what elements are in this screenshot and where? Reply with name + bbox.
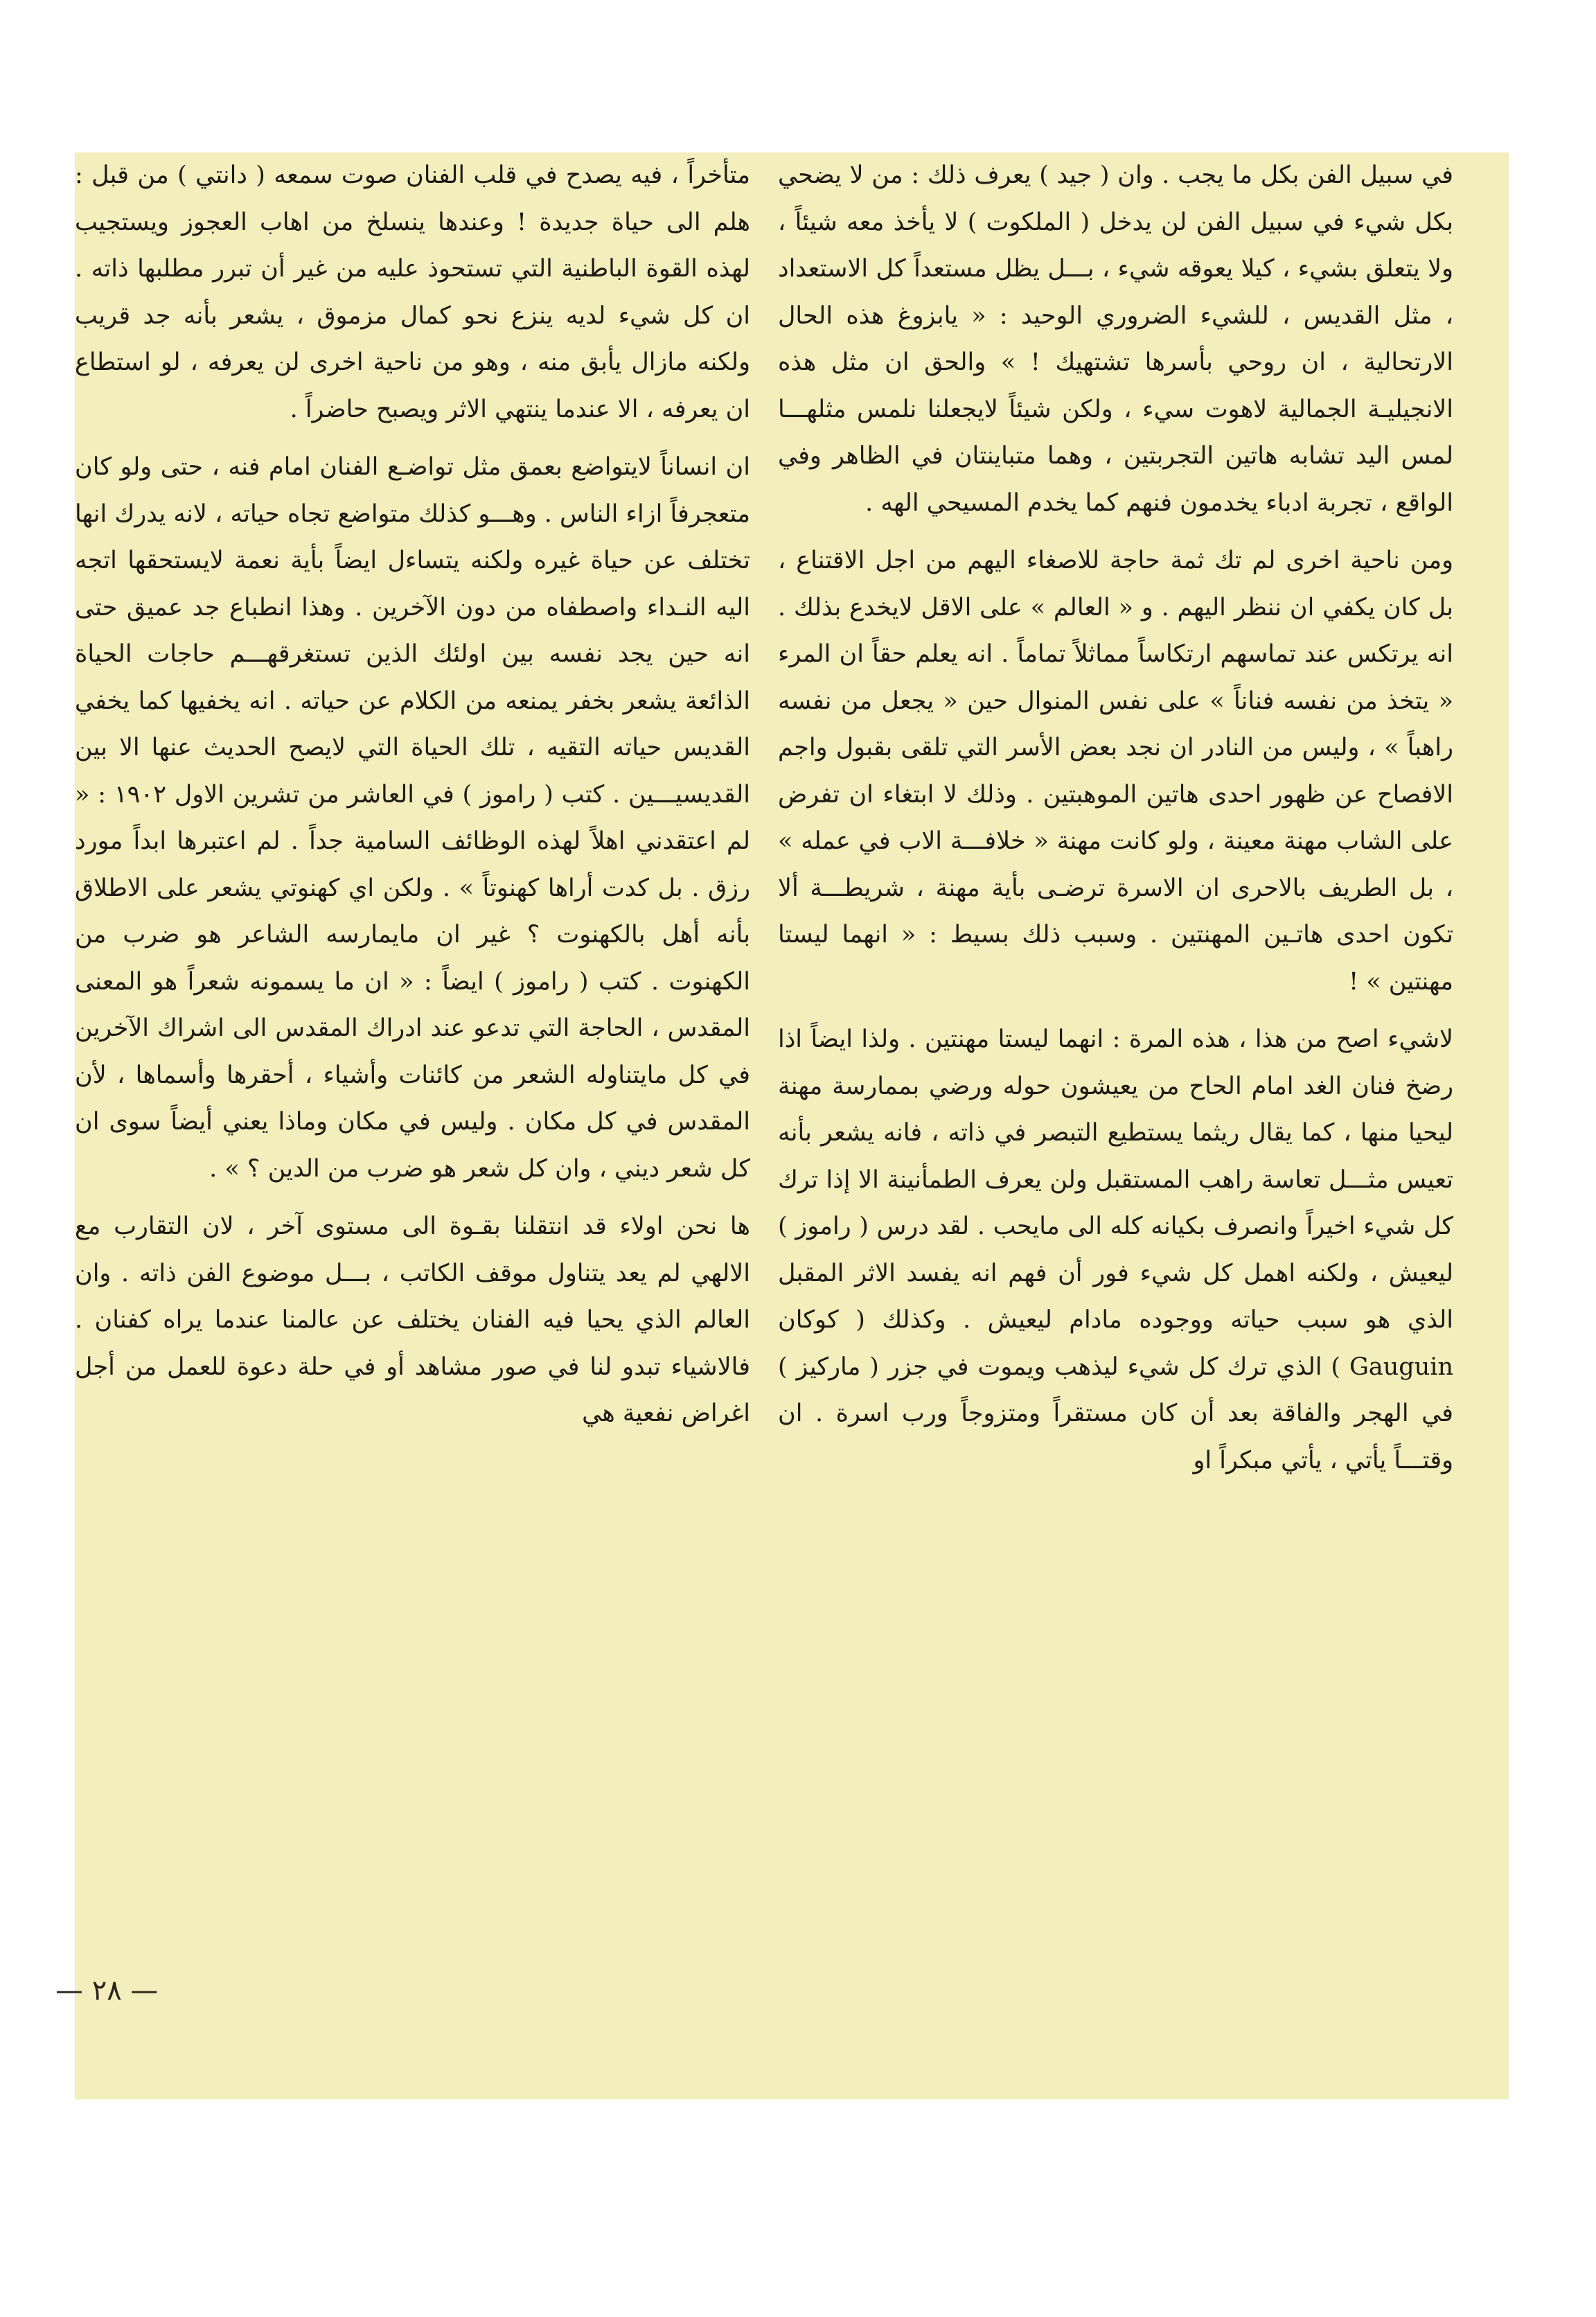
right-text-column <box>778 152 1453 1484</box>
paragraph: متأخراً ، فيه يصدح في قلب الفنان صوت سمعه ( دانتي ) من قبل : هلم الى حياة جديدة ! وعندها ينسلخ من اهاب العجوز ويستجيب لهذه القوة الباطنية التي تستحوذ عليه من غير أن تبرر مطلبها ذاته . ان كل شيء لديه ينزع نحو كمال مزموق ، يشعر بأنه جد قريب ولكنه مازال يأبق منه ، وهو من ناحية اخرى لن يعرفه ، لو استطاع ان يعرفه ، الا عندما ينتهي الاثر ويصبح حاضراً . <box>75 161 750 423</box>
paragraph: لاشيء اصح من هذا ، هذه المرة : انهما ليستا مهنتين . ولذا ايضاً اذا رضخ فنان الغد امام الحاح من يعيشون حوله ورضي بممارسة مهنة ليحيا منها ، كما يقال ريثما يستطيع التبصر في ذاته ، فانه يشعر بأنه تعيس مثـــل تعاسة راهب المستقبل ولن يعرف الطمأنينة الا إذا ترك كل شيء اخيراً وانصرف بكيانه كله الى مايحب . لقد درس ( راموز ) ليعيش ، ولكنه اهمل كل شيء فور أن فهم انه يفسد الاثر المقبل الذي هو سبب حياته ووجوده مادام ليعيش . وكذلك ( كوكان Gauguin ) الذي ترك كل شيء ليذهب ويموت في جزر ( ماركيز ) في الهجر والفاقة بعد أن كان مستقراً ومتزوجاً ورب اسرة . ان وقتـــاً يأتي ، يأتي مبكراً او <box>778 1025 1453 1474</box>
paragraph: ان انساناً لايتواضع بعمق مثل تواضـع الفنان امام فنه ، حتى ولو كان متعجرفاً ازاء الناس . وهـــو كذلك متواضع تجاه حياته ، لانه يدرك انها تختلف عن حياة غيره ولكنه يتساءل ايضاً بأية نعمة لايستحقها اتجه اليه النـداء واصطفاه من دون الآخرين . وهذا انطباع جد عميق حتى انه حين يجد نفسه بين اولئك الذين تستغرقهـــم حاجات الحياة الذائعة يشعر بخفر يمنعه من الكلام عن حياته . انه يخفيها كما يخفي القديس حياته التقيه ، تلك الحياة التي لايصح الحديث عنها الا بين القديسيـــين . كتب ( راموز ) في العاشر من تشرين الاول ١٩٠٢ : « لم اعتقدني اهلاً لهذه الوظائف السامية جداً . لم اعتبرها ابداً مورد رزق . بل كدت أراها كهنوتاً » . ولكن اي كهنوتي يشعر على الاطلاق بأنه أهل بالكهنوت ؟ غير ان مايمارسه الشاعر هو ضرب من الكهنوت . كتب ( راموز ) ايضاً : « ان ما يسمونه شعراً هو المعنى المقدس ، الحاجة التي تدعو عند ادراك المقدس الى اشراك الآخرين في كل مايتناوله الشعر من كائنات وأشياء ، أحقرها وأسماها ، لأن المقدس في كل مكان . وليس في مكان وماذا يعني أيضاً سوى ان كل شعر ديني ، وان كل شعر هو ضرب من الدين ؟ » . <box>75 453 750 1183</box>
paragraph: ها نحن اولاء قد انتقلنا بقـوة الى مستوى آخر ، لان التقارب مع الالهي لم يعد يتناول موقف الكاتب ، بـــل موضوع الفن ذاته . وان العالم الذي يحيا فيه الفنان يختلف عن عالمنا عندما يراه كفنان . فالاشياء تبدو لنا في صور مشاهد أو في حلة دعوة للعمل من أجل اغراض نفعية هي <box>75 1213 750 1427</box>
left-text-column <box>75 152 750 1438</box>
paragraph: ومن ناحية اخرى لم تك ثمة حاجة للاصغاء اليهم من اجل الاقتناع ، بل كان يكفي ان ننظر اليهم . و « العالم » على الاقل لايخدع بذلك . انه يرتكس عند تماسهم ارتكاساً مماثلاً تماماً . انه يعلم حقاً ان المرء « يتخذ من نفسه فناناً » على نفس المنوال حين « يجعل من نفسه راهباً » ، وليس من النادر ان نجد بعض الأسر التي تلقى بقبول واجم الافصاح عن ظهور احدى هاتين الموهبتين . وذلك لا ابتغاء ان تفرض على الشاب مهنة معينة ، ولو كانت مهنة « خلافـــة الاب في عمله » ، بل الطريف بالاحرى ان الاسرة ترضـى بأية مهنة ، شريطـــة ألا تكون احدى هاتـين المهنتين . وسبب ذلك بسيط : « انهما ليستا مهنتين » ! <box>778 547 1453 996</box>
magazine-page <box>75 152 1509 2099</box>
paragraph: في سبيل الفن بكل ما يجب . وان ( جيد ) يعرف ذلك : من لا يضحي بكل شيء في سبيل الفن لن يدخل ( الملكوت ) لا يأخذ معه شيئاً ، ولا يتعلق بشيء ، كيلا يعوقه شيء ، بـــل يظل مستعداً كل الاستعداد ، مثل القديس ، للشيء الضروري الوحيد : « يابزوغ هذه الحال الارتحالية ، ان روحي بأسرها تشتهيك ! » والحق ان مثل هذه الانجيليـة الجمالية لاهوت سيء ، ولكن شيئاً لايجعلنا نلمس مثلهـــا لمس اليد تشابه هاتين التجربتين ، وهما متباينتان في الظاهر وفي الواقع ، تجربة ادباء يخدمون فنهم كما يخدم المسيحي الهه . <box>778 161 1453 517</box>
page-number: — ٢٨ — <box>55 1975 159 2007</box>
